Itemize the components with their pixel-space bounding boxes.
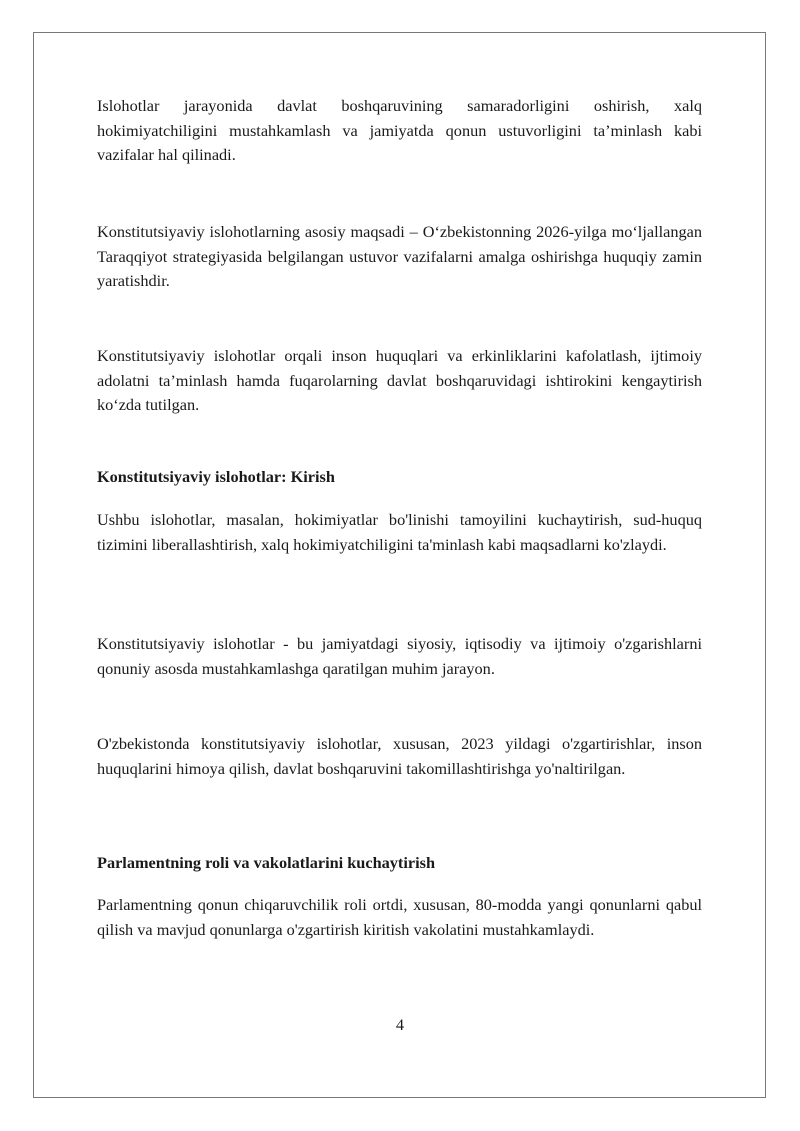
heading-parliament: Parlamentning roli va vakolatlarini kuchaytirish xyxy=(97,853,436,872)
heading-intro: Konstitutsiyaviy islohotlar: Kirish xyxy=(97,467,335,486)
paragraph-reform-goal: Konstitutsiyaviy islohotlarning asosiy maqsadi – O‘zbekistonning 2026-yilga mo‘ljallangan Taraqqiyot strategiyasida belgilangan ustuvor vazifalarni amalga oshirishga huquqiy zamin yaratishdir. xyxy=(97,222,702,290)
paragraph-governance-efficiency: Islohotlar jarayonida davlat boshqaruvining samaradorligini oshirish, xalq hokimiyatchiligini mustahkamlash va jamiyatda qonun ustuvorligini ta’minlash kabi vazifalar hal qilinadi. xyxy=(97,96,702,164)
paragraph-2023-amendments: O'zbekistonda konstitutsiyaviy islohotlar, xususan, 2023 yildagi o'zgartirishlar, inson huquqlarini himoya qilish, davlat boshqaruvini takomillashtirishga yo'naltirilgan. xyxy=(97,734,702,778)
paragraph-reform-definition: Konstitutsiyaviy islohotlar - bu jamiyatdagi siyosiy, iqtisodiy va ijtimoiy o'zgarishlarni qonuniy asosda mustahkamlashga qaratilgan muhim jarayon. xyxy=(97,634,702,678)
page-number: 4 xyxy=(395,1015,405,1034)
paragraph-human-rights: Konstitutsiyaviy islohotlar orqali inson huquqlari va erkinliklarini kafolatlash, ijtimoiy adolatni ta’minlash hamda fuqarolarning davlat boshqaruvidagi ishtirokini kengaytirish ko‘zda tutilgan. xyxy=(97,346,702,414)
paragraph-parliament-role: Parlamentning qonun chiqaruvchilik roli ortdi, xususan, 80-modda yangi qonunlarni qabul qilish va mavjud qonunlarga o'zgartirish kiritish vakolatini mustahkamlaydi. xyxy=(97,895,702,939)
paragraph-reform-aims: Ushbu islohotlar, masalan, hokimiyatlar bo'linishi tamoyilini kuchaytirish, sud-huquq tizimini liberallashtirish, xalq hokimiyatchiligini ta'minlash kabi maqsadlarni ko'zlaydi. xyxy=(97,510,702,554)
